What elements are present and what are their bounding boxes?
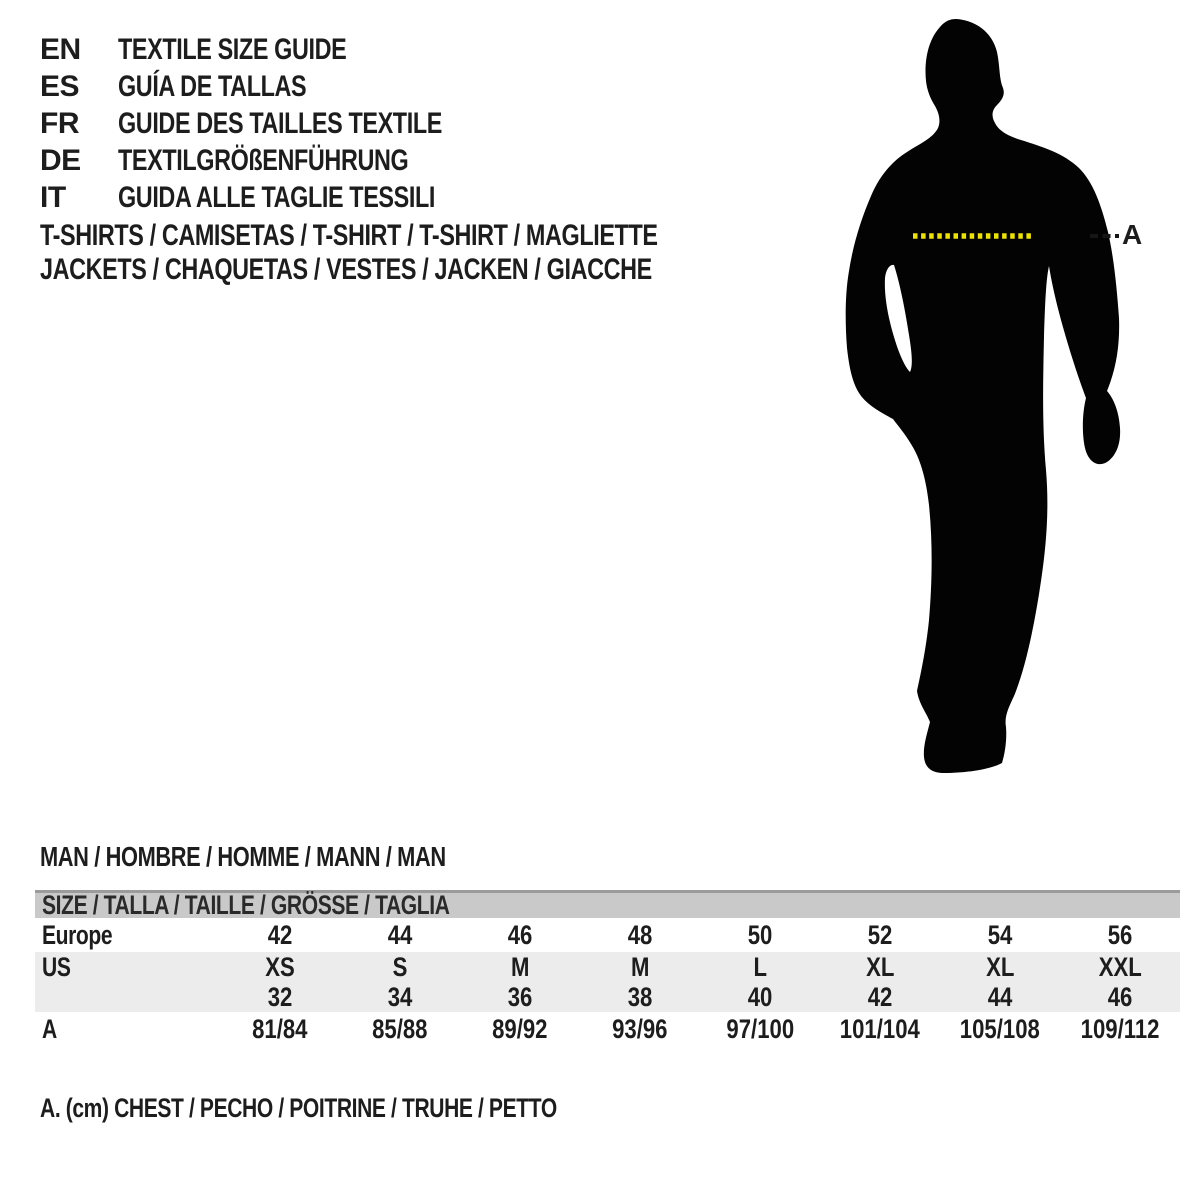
size-value: M	[510, 951, 530, 982]
language-row-fr	[40, 105, 533, 142]
size-value: 46	[507, 919, 533, 950]
row-label: Europe	[42, 919, 113, 950]
size-value: L	[753, 951, 767, 982]
language-row-en	[40, 31, 533, 68]
man-silhouette	[846, 19, 1120, 773]
size-value: 109/112	[1080, 1013, 1160, 1044]
language-code: DE	[40, 143, 81, 177]
size-value: 85/88	[372, 1013, 428, 1044]
size-value: M	[630, 951, 650, 982]
guide-title-de: TEXTILGRÖßENFÜHRUNG	[118, 143, 409, 177]
size-value: 46	[1107, 981, 1133, 1012]
size-value: XS	[265, 951, 295, 982]
size-value: 36	[507, 981, 533, 1012]
man-figure	[820, 0, 1200, 800]
size-value: 50	[747, 919, 773, 950]
table-row-chest-cm	[35, 1012, 1180, 1046]
table-row-numeric	[35, 982, 1180, 1012]
language-code: IT	[40, 180, 66, 214]
size-value: 56	[1107, 919, 1133, 950]
size-value: 40	[747, 981, 773, 1012]
size-value: 105/108	[959, 1013, 1041, 1044]
man-silhouette-svg	[820, 0, 1200, 800]
size-value: XL	[985, 951, 1015, 982]
size-value: XL	[865, 951, 895, 982]
size-value: 42	[267, 919, 293, 950]
language-row-it	[40, 179, 533, 216]
size-value: 97/100	[726, 1013, 794, 1044]
product-line-jackets: JACKETS / CHAQUETAS / VESTES / JACKEN / GIACCHE	[40, 253, 652, 286]
guide-title-es: GUÍA DE TALLAS	[118, 69, 307, 103]
size-value: 32	[267, 981, 293, 1012]
size-value: 48	[627, 919, 653, 950]
size-table	[35, 890, 1180, 1046]
measure-label-a: A	[1122, 219, 1143, 250]
product-type-lines	[40, 219, 832, 287]
language-guide-list	[40, 31, 533, 216]
size-value: 52	[867, 919, 893, 950]
size-value: 38	[627, 981, 653, 1012]
size-value: 81/84	[252, 1013, 308, 1044]
size-value: 89/92	[492, 1013, 548, 1044]
language-row-de	[40, 142, 533, 179]
row-label: A	[42, 1013, 57, 1044]
size-value: S	[392, 951, 408, 982]
section-title-man: MAN / HOMBRE / HOMME / MANN / MAN	[40, 841, 446, 872]
size-value: 34	[387, 981, 413, 1012]
row-label: US	[42, 951, 71, 982]
size-value: 101/104	[839, 1013, 921, 1044]
size-value: 44	[987, 981, 1013, 1012]
size-value: XXL	[1098, 951, 1142, 982]
guide-title-it: GUIDA ALLE TAGLIE TESSILI	[118, 180, 435, 214]
size-value: 93/96	[612, 1013, 668, 1044]
size-value: 44	[387, 919, 413, 950]
guide-title-fr: GUIDE DES TAILLES TEXTILE	[118, 106, 442, 140]
table-row-europe	[35, 918, 1180, 952]
table-row-us	[35, 952, 1180, 982]
guide-title-en: TEXTILE SIZE GUIDE	[118, 32, 347, 66]
product-line-tshirts: T-SHIRTS / CAMISETAS / T-SHIRT / T-SHIRT / MAGLIETTE	[40, 219, 658, 252]
measurement-footnote: A. (cm) CHEST / PECHO / POITRINE / TRUHE / PETTO	[40, 1093, 557, 1123]
language-row-es	[40, 68, 533, 105]
language-code: FR	[40, 106, 79, 140]
size-value: 42	[867, 981, 893, 1012]
size-table-header: SIZE / TALLA / TAILLE / GRÖSSE / TAGLIA	[35, 890, 1180, 918]
language-code: ES	[40, 69, 80, 103]
size-value: 54	[987, 919, 1013, 950]
language-code: EN	[40, 32, 81, 66]
